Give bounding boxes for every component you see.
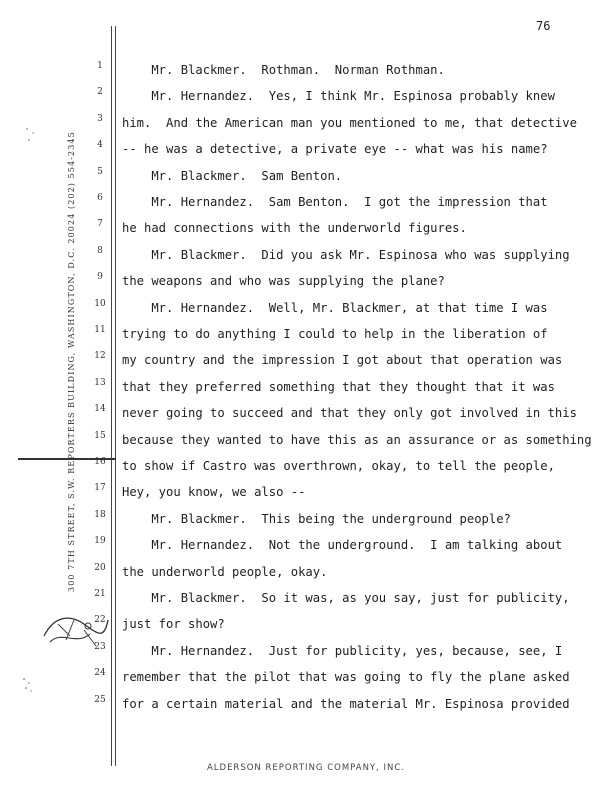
line-number: 23 bbox=[94, 641, 106, 652]
transcript-line: Mr. Blackmer. So it was, as you say, just for publicity, bbox=[122, 591, 570, 605]
transcript-line: just for show? bbox=[122, 617, 225, 632]
line-number: 6 bbox=[97, 193, 103, 203]
line-number: 16 bbox=[94, 457, 106, 467]
transcript-line: for a certain material and the material Mr. Espinosa provided bbox=[122, 696, 570, 711]
line-number: 14 bbox=[94, 404, 106, 415]
transcript-line: Hey, you know, we also -- bbox=[122, 485, 306, 500]
line-number: 20 bbox=[94, 562, 106, 573]
line-number: 3 bbox=[97, 113, 103, 124]
margin-scribble-drawing bbox=[40, 606, 112, 654]
line-number: 21 bbox=[94, 589, 106, 599]
transcript-line: Mr. Hernandez. Not the underground. I am talking about bbox=[122, 538, 563, 553]
transcript-line: the underworld people, okay. bbox=[122, 564, 328, 579]
line-number: 13 bbox=[94, 377, 106, 388]
line-number: 5 bbox=[97, 166, 103, 177]
transcript-line: my country and the impression I got about that operation was bbox=[122, 353, 563, 368]
transcript-line: Mr. Hernandez. Yes, I think Mr. Espinosa probably knew bbox=[122, 89, 555, 104]
line-number: 8 bbox=[97, 245, 103, 256]
transcript-line: he had connections with the underworld figures. bbox=[122, 221, 467, 236]
line-number: 4 bbox=[97, 140, 103, 151]
transcript-line: Mr. Hernandez. Sam Benton. I got the impression that bbox=[122, 195, 548, 209]
transcript-line: to show if Castro was overthrown, okay, to tell the people, bbox=[122, 459, 555, 473]
line-number: 11 bbox=[94, 325, 106, 335]
page-number: 76 bbox=[536, 19, 551, 33]
transcript-line: the weapons and who was supplying the plane? bbox=[122, 274, 445, 289]
margin-rule-left bbox=[111, 26, 112, 766]
line-number: 9 bbox=[97, 272, 103, 283]
transcript-line: trying to do anything I could to help in the liberation of bbox=[122, 327, 548, 341]
transcript-line: Mr. Hernandez. Well, Mr. Blackmer, at that time I was bbox=[122, 300, 548, 315]
line-number: 17 bbox=[94, 483, 106, 494]
line-number: 10 bbox=[94, 298, 106, 309]
transcript-line: that they preferred something that they thought that it was bbox=[122, 379, 555, 394]
margin-speckle bbox=[20, 674, 36, 696]
transcript-line: because they wanted to have this as an assurance or as something bbox=[122, 432, 592, 447]
transcript-line: Mr. Blackmer. Rothman. Norman Rothman. bbox=[122, 63, 445, 77]
line-number: 22 bbox=[94, 615, 106, 626]
transcript-line: Mr. Hernandez. Just for publicity, yes, because, see, I bbox=[122, 643, 563, 658]
transcript-line: Mr. Blackmer. This being the underground people? bbox=[122, 511, 511, 526]
transcript-line: Mr. Blackmer. Did you ask Mr. Espinosa who was supplying bbox=[122, 247, 570, 262]
margin-rule-right bbox=[115, 26, 116, 766]
line-number: 7 bbox=[97, 219, 103, 230]
transcript-line: Mr. Blackmer. Sam Benton. bbox=[122, 168, 343, 183]
line-number: 2 bbox=[97, 87, 103, 98]
line-number: 25 bbox=[94, 694, 106, 705]
transcript-line: remember that the pilot that was going to fly the plane asked bbox=[122, 670, 570, 685]
transcript-line: -- he was a detective, a private eye -- what was his name? bbox=[122, 142, 548, 157]
footer-reporting-company: ALDERSON REPORTING COMPANY, INC. bbox=[206, 763, 406, 773]
transcript-line: never going to succeed and that they only got involved in this bbox=[122, 406, 577, 421]
line-number: 15 bbox=[94, 430, 106, 441]
transcript-line: him. And the American man you mentioned to me, that detective bbox=[122, 115, 577, 130]
line-number: 19 bbox=[94, 536, 106, 547]
line-number: 1 bbox=[97, 61, 103, 71]
margin-speckle bbox=[22, 124, 40, 148]
line-number: 24 bbox=[94, 668, 106, 679]
margin-address-text: 300 7TH STREET, S.W. REPORTERS BUILDING, WASHINGTON, D.C. 20024 (202) 554-2345 bbox=[67, 131, 76, 592]
line-number: 18 bbox=[94, 509, 106, 520]
line-number: 12 bbox=[94, 351, 106, 362]
